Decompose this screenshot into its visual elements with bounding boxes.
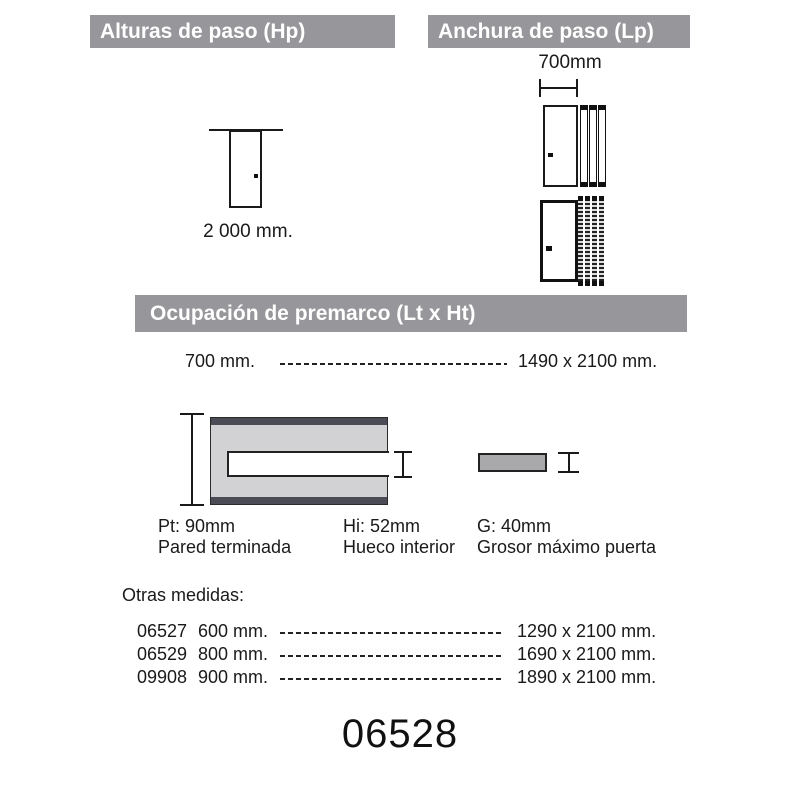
dim-700-tick-right [576,79,578,97]
wall-hatch-cap-bottom [578,281,604,286]
dim-pt-tick-top [180,413,204,415]
measure-g-value: G: 40mm [477,516,552,536]
measure-hi [343,516,455,558]
measure-hi-label: Hueco interior [343,537,456,557]
otras-medidas-title: Otras medidas: [122,585,245,605]
door-handle [548,153,553,157]
pocket-frame-bar [580,105,588,187]
pocket-frame-bar [589,105,597,187]
dim-g-tick-bottom [558,471,579,473]
door-handle [546,246,552,251]
row-dims: 1890 x 2100 mm. [517,667,657,687]
leader-dashes [280,655,503,657]
product-code: 06528 [341,712,459,756]
measure-g-label: Grosor máximo puerta [477,537,657,557]
dim-700-line [540,87,577,89]
dim-g-line [568,453,570,472]
alturas-height-value: 2 000 mm. [203,221,293,242]
dim-hi-line [402,452,404,477]
dim-pt-tick-bottom [180,504,204,506]
dim-g-tick-top [558,452,579,454]
door-thickness-bar [478,453,547,472]
door-handle [254,174,258,178]
wall-hatch-cap-top [578,196,604,201]
leader-dashes [280,363,507,365]
wall-section-profile [210,417,388,505]
measure-pt [158,516,291,558]
dim-700-tick-left [539,79,541,97]
row-code: 09908 [137,667,188,687]
row-width: 600 mm. [198,621,269,641]
interior-slot [227,451,389,477]
ocupacion-width-value: 700 mm. [185,351,256,371]
leader-dashes [280,678,503,680]
door-leaf-finished-wall [540,200,578,282]
wall-finish-strip-bottom [211,497,387,504]
ocupacion-frame-dims: 1490 x 2100 mm. [518,351,658,371]
section-header-ocupacion: Ocupación de premarco (Lt x Ht) [135,295,687,332]
section-header-alturas: Alturas de paso (Hp) [90,15,395,48]
row-width: 900 mm. [198,667,269,687]
anchura-width-value: 700mm [538,52,602,73]
dim-hi-tick-bottom [394,476,412,478]
wall-hatch-pattern [578,201,604,281]
dim-pt-line [191,414,193,506]
row-dims: 1290 x 2100 mm. [517,621,657,641]
wall-finish-strip-top [211,418,387,425]
door-elevation [229,130,262,208]
measure-hi-value: Hi: 52mm [343,516,421,536]
measure-pt-value: Pt: 90mm [158,516,236,536]
row-code: 06527 [137,621,188,641]
dim-hi-tick-top [394,451,412,453]
door-leaf-open-pocket [543,105,578,187]
row-code: 06529 [137,644,188,664]
measure-g [477,516,656,558]
leader-dashes [280,632,503,634]
row-dims: 1690 x 2100 mm. [517,644,657,664]
row-width: 800 mm. [198,644,269,664]
section-header-anchura: Anchura de paso (Lp) [428,15,690,48]
measure-pt-label: Pared terminada [158,537,292,557]
pocket-frame-bar [598,105,606,187]
